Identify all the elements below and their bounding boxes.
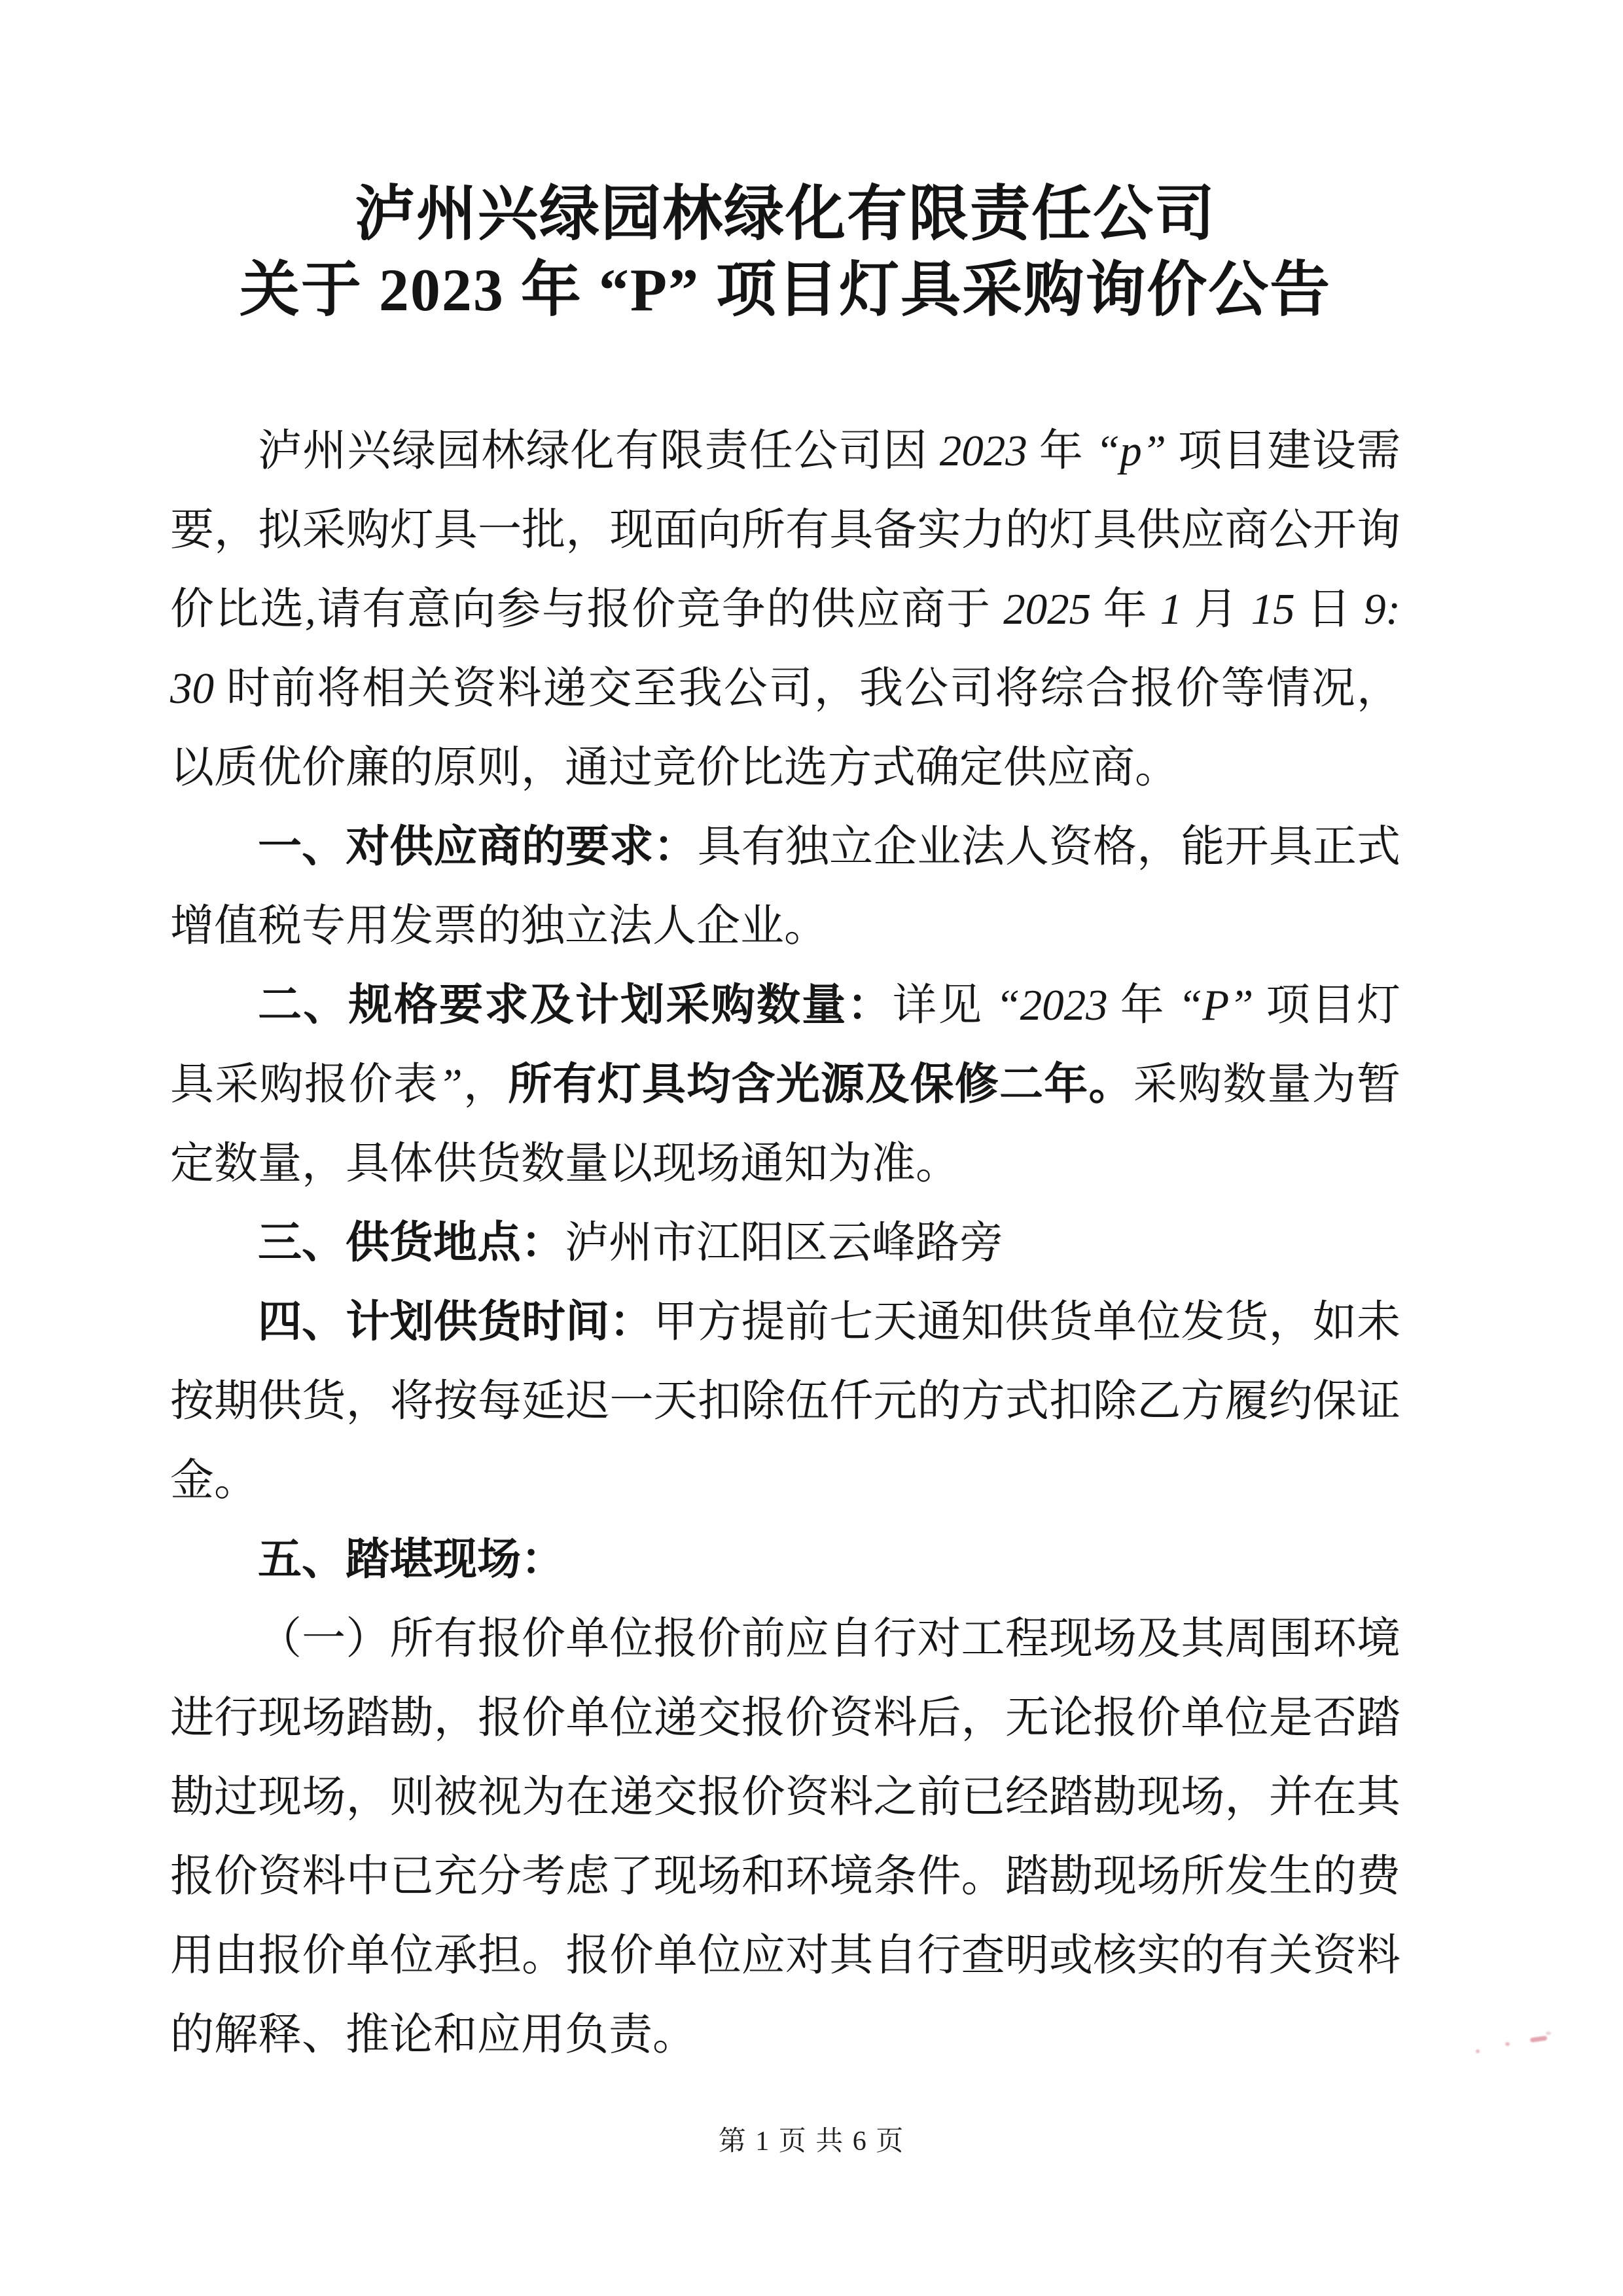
document-title — [170, 176, 1400, 328]
document-body — [170, 412, 1400, 2075]
section-1-heading: 一、对供应商的要求： — [258, 823, 698, 871]
section-1-text: 具有独立企业法人资格，能开具正式增值税专用发票的独立法人企业。 — [170, 823, 1401, 950]
paragraph-section-1 — [170, 808, 1400, 966]
section-2-text-b: 采购数量为暂定数量，具体供货数量以现场通知为准。 — [170, 1060, 1401, 1188]
paragraph-section-2 — [170, 966, 1400, 1204]
scan-artifact-smudge — [1530, 2036, 1548, 2043]
paragraph-section-5 — [170, 1520, 1400, 1600]
section-4-text: 甲方提前七天通知供货单位发货，如未按期供货，将按每延迟一天扣除伍仟元的方式扣除乙方履约保证金。 — [170, 1298, 1401, 1505]
paragraph-intro-text: 泸州兴绿园林绿化有限责任公司因 2023 年 “p” 项目建设需要，拟采购灯具一批，现面向所有具备实力的灯具供应商公开询价比选,请有意向参与报价竞争的供应商于 2025 年 1 月 15 日 9: 30 时前将相关资料递交至我公司，我公司将综合报价等情况，以质优价廉的原则，通过竞价比选方式确定供应商。 — [170, 427, 1400, 792]
section-2-heading: 二、规格要求及计划采购数量： — [258, 981, 893, 1030]
scan-artifact-dot — [1476, 2049, 1480, 2053]
paragraph-intro — [170, 412, 1400, 808]
page-footer — [0, 2119, 1623, 2159]
section-3-heading: 三、供货地点： — [258, 1219, 565, 1267]
page-number-label: 第 1 页 共 6 页 — [718, 2126, 905, 2157]
section-5-heading: 五、踏堪现场： — [258, 1535, 565, 1584]
scan-artifact-dot — [1546, 2032, 1551, 2035]
section-2-emphasis: 所有灯具均含光源及保修二年。 — [508, 1060, 1133, 1109]
section-4-heading: 四、计划供货时间： — [258, 1298, 654, 1346]
document-content — [170, 0, 1400, 2075]
document-title-line2: 关于 2023 年 “P” 项目灯具采购询价公告 — [239, 257, 1332, 323]
paragraph-section-5-item-1 — [170, 1600, 1400, 2075]
section-3-text: 泸州市江阳区云峰路旁 — [565, 1219, 1003, 1267]
paragraph-section-4 — [170, 1283, 1400, 1520]
document-title-line1: 泸州兴绿园林绿化有限责任公司 — [354, 181, 1216, 247]
paragraph-section-3 — [170, 1204, 1400, 1283]
scan-artifact-dot — [1505, 2042, 1510, 2046]
section-2-text-a: 详见 “2023 年 “P” 项目灯具采购报价表”， — [170, 981, 1400, 1109]
section-5-item-1-text: （一）所有报价单位报价前应自行对工程现场及其周围环境进行现场踏勘，报价单位递交报价资料后，无论报价单位是否踏勘过现场，则被视为在递交报价资料之前已经踏勘现场，并在其报价资料中已充分考虑了现场和环境条件。踏勘现场所发生的费用由报价单位承担。报价单位应对其自行查明或核实的有关资料的解释、推论和应用负责。 — [170, 1615, 1400, 2059]
